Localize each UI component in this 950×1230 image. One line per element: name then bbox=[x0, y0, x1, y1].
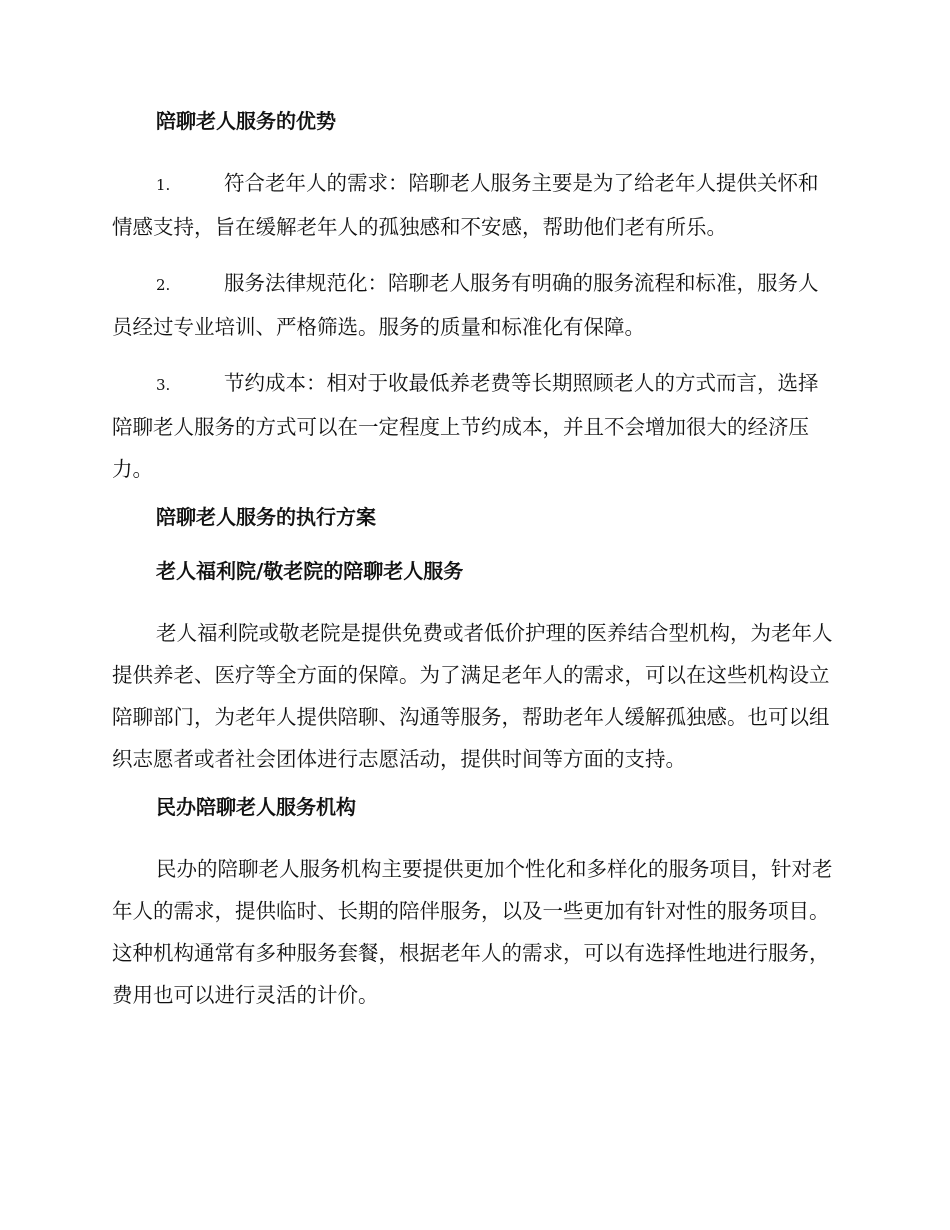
list-item-3 bbox=[112, 362, 834, 490]
paragraph-welfare: 老人福利院或敬老院是提供免费或者低价护理的医养结合型机构，为老年人提供养老、医疗等全方面的保障。为了满足老年人的需求，可以在这些机构设立陪聊部门，为老年人提供陪聊、沟通等服务，帮助老年人缓解孤独感。也可以组织志愿者或者社会团体进行志愿活动，提供时间等方面的支持。 bbox=[112, 621, 833, 771]
list-text: 节约成本：相对于收最低养老费等长期照顾老人的方式而言，选择陪聊老人服务的方式可以在一定程度上节约成本，并且不会增加很大的经济压力。 bbox=[112, 371, 819, 481]
list-item-2 bbox=[112, 262, 834, 348]
list-item-1 bbox=[112, 162, 834, 248]
heading-private: 民办陪聊老人服务机构 bbox=[156, 795, 356, 819]
heading-advantages: 陪聊老人服务的优势 bbox=[156, 109, 336, 133]
list-text: 符合老年人的需求：陪聊老人服务主要是为了给老年人提供关怀和情感支持，旨在缓解老年人的孤独感和不安感，帮助他们老有所乐。 bbox=[112, 171, 819, 239]
list-text: 服务法律规范化：陪聊老人服务有明确的服务流程和标准，服务人员经过专业培训、严格筛选。服务的质量和标准化有保障。 bbox=[112, 271, 819, 339]
list-number: 3. bbox=[156, 376, 171, 394]
document-page bbox=[112, 108, 834, 1030]
paragraph-private: 民办的陪聊老人服务机构主要提供更加个性化和多样化的服务项目，针对老年人的需求，提供临时、长期的陪伴服务，以及一些更加有针对性的服务项目。这种机构通常有多种服务套餐，根据老年人的需求，可以有选择性地进行服务，费用也可以进行灵活的计价。 bbox=[112, 857, 833, 1007]
list-number: 1. bbox=[156, 176, 171, 194]
heading-plan: 陪聊老人服务的执行方案 bbox=[156, 505, 376, 529]
list-number: 2. bbox=[156, 276, 171, 294]
heading-welfare: 老人福利院/敬老院的陪聊老人服务 bbox=[156, 559, 464, 583]
